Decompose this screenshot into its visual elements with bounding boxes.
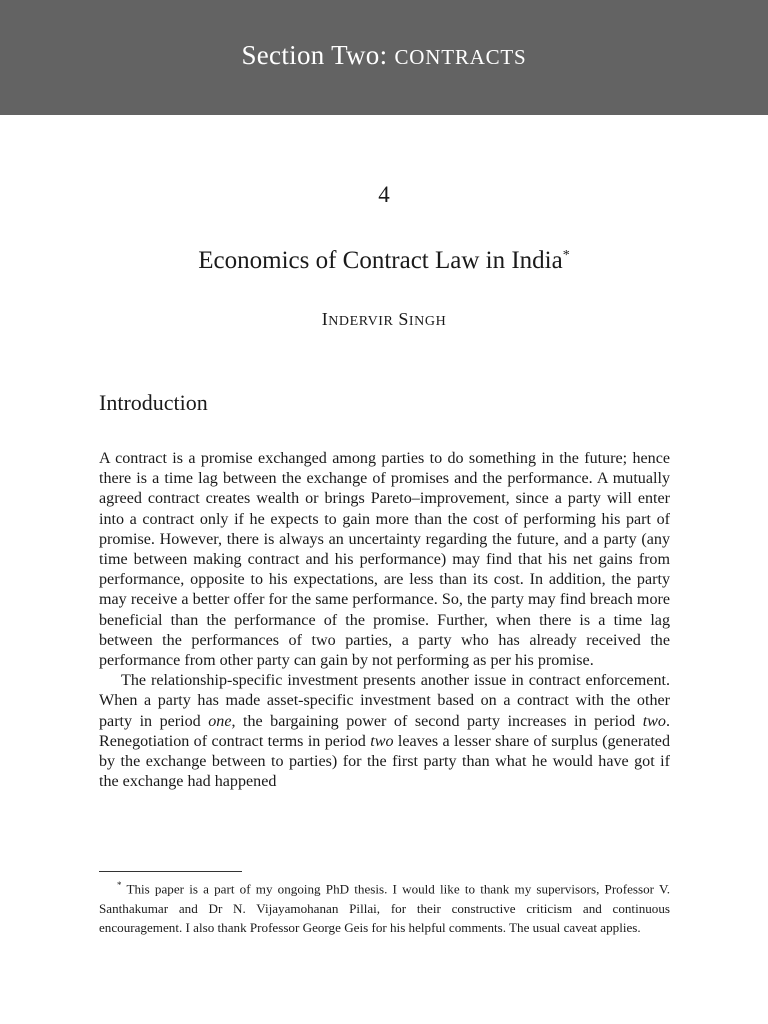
title-footnote-marker: * bbox=[562, 248, 570, 263]
chapter-title bbox=[0, 247, 768, 275]
paragraph-2-em-two: two bbox=[642, 712, 666, 730]
author-last-rest: INGH bbox=[408, 314, 447, 329]
paragraph-2-part-c: . Renegotiation of contract terms in period bbox=[99, 712, 670, 750]
section-name: CONTRACTS bbox=[394, 44, 527, 69]
author-last-initial: S bbox=[398, 309, 409, 329]
paragraph-1: A contract is a promise exchanged among parties to do something in the future; hence there is a time lag between the exchange of promises and the performance. A mutually agreed contract creates wealth or brings Pareto–improvement, since a party will enter into a contract only if he expects to gain more than the cost of performing his part of promise. However, there is always an uncertainty regarding the future, and a party (any time between making contract and his performance) may find that his net gains from performance, opposite to his expectations, are less than its cost. In addition, the party may receive a better offer for the same performance. So, the party may find breach more beneficial than the performance of the promise. Further, when there is a time lag between the performances of two parties, a party who has already received the performance from other party can gain by not performing as per his promise. bbox=[99, 450, 670, 670]
footnote-text-block bbox=[99, 876, 670, 938]
section-title bbox=[241, 39, 527, 70]
section-prefix: Section Two: bbox=[241, 39, 395, 70]
paragraph-2-part-d: leaves a lesser share of surplus (generated by the exchange between to parties) for the first party than what he would have got if the exchange had happened bbox=[99, 732, 670, 791]
paragraph-2 bbox=[99, 671, 670, 792]
chapter-number: 4 bbox=[378, 182, 390, 207]
paragraph-2-em-two-b: two bbox=[370, 732, 394, 750]
footnote-text: This paper is a part of my ongoing PhD thesis. I would like to thank my supervisors, Professor V. Santhakumar and Dr N. Vijayamohanan Pillai, for their constructive criticism and continuous encouragement. I also thank Professor George Geis for his helpful comments. The usual caveat applies. bbox=[99, 881, 670, 936]
section-header-banner bbox=[0, 0, 768, 115]
chapter-title-text: Economics of Contract Law in India bbox=[198, 247, 563, 274]
author-name bbox=[0, 309, 768, 330]
paragraph-2-em-one: one bbox=[208, 712, 232, 730]
paragraph-2-part-b: , the bargaining power of second party increases in period bbox=[231, 712, 643, 730]
body-text bbox=[99, 449, 670, 792]
author-first-rest: NDERVIR bbox=[328, 314, 394, 329]
footnote bbox=[99, 876, 670, 938]
introduction-heading: Introduction bbox=[99, 390, 208, 415]
author-first-initial: I bbox=[321, 309, 329, 329]
footnote-rule bbox=[99, 871, 242, 872]
paragraph-2-part-a: The relationship-specific investment presents another issue in contract enforcement. When a party has made asset-specific investment based on a contract with the other party in period bbox=[99, 672, 670, 730]
footnote-marker: * bbox=[117, 880, 122, 890]
